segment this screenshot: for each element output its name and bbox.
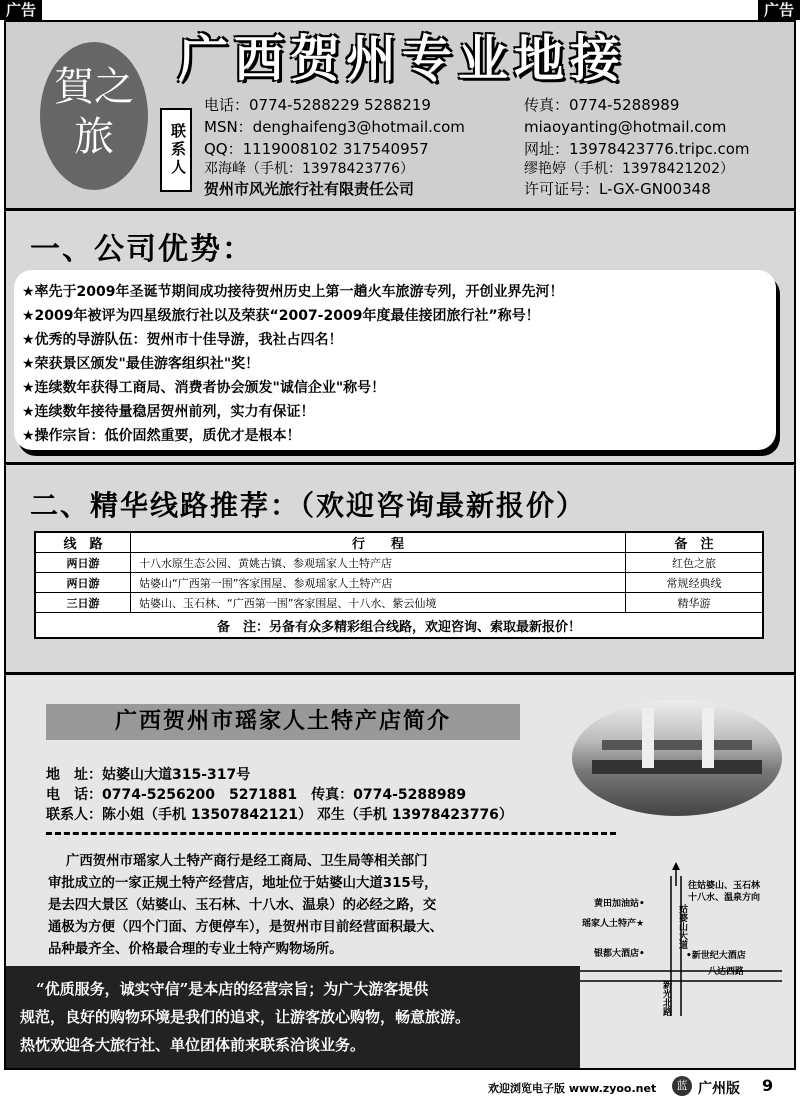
table-row <box>35 553 763 573</box>
logo: 賀之旅 <box>40 42 148 190</box>
routes-table <box>34 531 764 639</box>
header-website: 网址：13978423776.tripc.com <box>524 140 750 158</box>
note-cell: 精华游 <box>626 593 764 613</box>
itinerary-cell: 姑婆山、玉石林、“广西第一围”客家围屋、十八水、紫云仙境 <box>131 593 626 613</box>
col-itinerary-header: 行 程 <box>131 532 626 553</box>
route-cell: 三日游 <box>35 593 131 613</box>
intro-line: 审批成立的一家正规土特产经营店，地址位于姑婆山大道315号， <box>48 876 438 891</box>
map-direction2: 十八水、温泉方向 <box>688 893 761 903</box>
advantage-item: ★荣获景区颁发"最佳游客组织社"奖！ <box>22 356 260 372</box>
shop-contact: 联系人：陈小姐（手机 13507842121） 邓生（手机 13978423776） <box>46 807 513 823</box>
ad-label-right: 广告 <box>758 0 800 20</box>
page-title: 广西贺州专业地接 <box>178 30 626 88</box>
advantage-item: ★操作宗旨：低价固然重要，质优才是根本！ <box>22 428 301 444</box>
map-road-label: 姑婆山大道 <box>677 904 687 949</box>
header-email2: miaoyanting@hotmail.com <box>524 118 727 136</box>
advantage-item: ★率先于2009年圣诞节期间成功接待贺州历史上第一趟火车旅游专列，开创业界先河！ <box>22 284 564 300</box>
advantage-item: ★2009年被评为四星级旅行社以及荣获“2007-2009年度最佳接团旅行社”称号！ <box>22 308 540 324</box>
header-qq: QQ：1119008102 317540957 <box>204 140 429 158</box>
map-yindu-hotel: 银都大酒店• <box>594 949 645 959</box>
advantages-heading: 一、公司优势： <box>30 232 254 267</box>
footer <box>0 1072 800 1100</box>
route-cell: 两日游 <box>35 553 131 573</box>
itinerary-cell: 十八水原生态公园、黄姚古镇、参观瑶家人土特产店 <box>131 553 626 573</box>
ad-label-left: 广告 <box>0 0 42 20</box>
footer-text: 欢迎浏览电子版 www.zyoo.net <box>488 1082 657 1095</box>
routes-heading: 二、精华线路推荐：（欢迎咨询最新报价） <box>30 489 587 522</box>
intro-line: 品种最齐全、价格最合理的专业土特产购物场所。 <box>48 942 343 957</box>
header-contact2: 缪艳婷（手机：13978421202） <box>524 161 734 177</box>
header-msn: MSN：denghaifeng3@hotmail.com <box>204 118 465 136</box>
table-footnote-row <box>35 613 763 639</box>
shop-phone: 电 话：0774-5256200 5271881 传真：0774-5288989 <box>46 787 467 803</box>
motto-line: 热忱欢迎各大旅行社、单位团体前来联系洽谈业务。 <box>20 1036 366 1054</box>
shop-photo <box>572 700 782 816</box>
advantage-item: ★连续数年接待量稳居贺州前列，实力有保证！ <box>22 404 315 420</box>
header-license: 许可证号：L-GX-GN00348 <box>524 180 711 198</box>
intro-line: 通极为方便（四个门面、方便停车），是贺州市目前经营面积最大、 <box>48 920 444 935</box>
map-xinguang-road: 新光北路 <box>661 980 671 1016</box>
header-fax: 传真：0774-5288989 <box>524 96 680 114</box>
map-new-century: •新世纪大酒店 <box>686 951 746 961</box>
arrow-up-icon <box>672 862 680 870</box>
table-row <box>35 593 763 613</box>
motto-box <box>6 966 580 1068</box>
note-cell: 红色之旅 <box>626 553 764 573</box>
advantage-item: ★连续数年获得工商局、消费者协会颁发"诚信企业"称号！ <box>22 380 386 396</box>
map-gas-station: 黄田加油站• <box>594 899 645 909</box>
page-number: 9 <box>762 1076 774 1095</box>
table-row <box>35 573 763 593</box>
advantage-item: ★优秀的导游队伍：贺州市十佳导游，我社占四名！ <box>22 332 343 348</box>
shop-address: 地 址：姑婆山大道315-317号 <box>46 767 251 783</box>
shop-title: 广西贺州市瑶家人土特产店简介 <box>46 704 520 740</box>
routes-footnote: 备 注：另备有众多精彩组合线路，欢迎咨询、索取最新报价！ <box>35 613 763 639</box>
footer-edition: 广州版 <box>698 1081 740 1097</box>
motto-line: 规范，良好的购物环境是我们的追求，让游客放心购物，畅意旅游。 <box>20 1008 471 1026</box>
header-phone: 电话：0774-5288229 5288219 <box>204 96 431 114</box>
map-shop: 瑶家人土特产★ <box>582 919 645 929</box>
contact-label: 联系人 <box>160 108 192 192</box>
map-direction: 往姑婆山、玉石林 <box>688 881 761 891</box>
col-note-header: 备 注 <box>626 532 764 553</box>
table-header-row <box>35 532 763 553</box>
header-company: 贺州市风光旅行社有限责任公司 <box>204 180 415 198</box>
route-cell: 两日游 <box>35 573 131 593</box>
map-bada-road: 八达西路 <box>708 967 745 977</box>
header-contact1: 邓海峰（手机：13978423776） <box>204 161 414 177</box>
intro-line: 广西贺州市瑶家人土特产商行是经工商局、卫生局等相关部门 <box>66 854 428 869</box>
motto-line: “优质服务，诚实守信”是本店的经营宗旨；为广大游客提供 <box>36 980 429 998</box>
note-cell: 常规经典线 <box>626 573 764 593</box>
divider <box>46 832 616 835</box>
footer-badge: 蓝 <box>672 1076 692 1096</box>
intro-line: 是去四大景区（姑婆山、玉石林、十八水、温泉）的必经之路，交 <box>48 898 437 913</box>
itinerary-cell: 姑婆山“广西第一围”客家围屋、参观瑶家人土特产店 <box>131 573 626 593</box>
col-route-header: 线 路 <box>35 532 131 553</box>
